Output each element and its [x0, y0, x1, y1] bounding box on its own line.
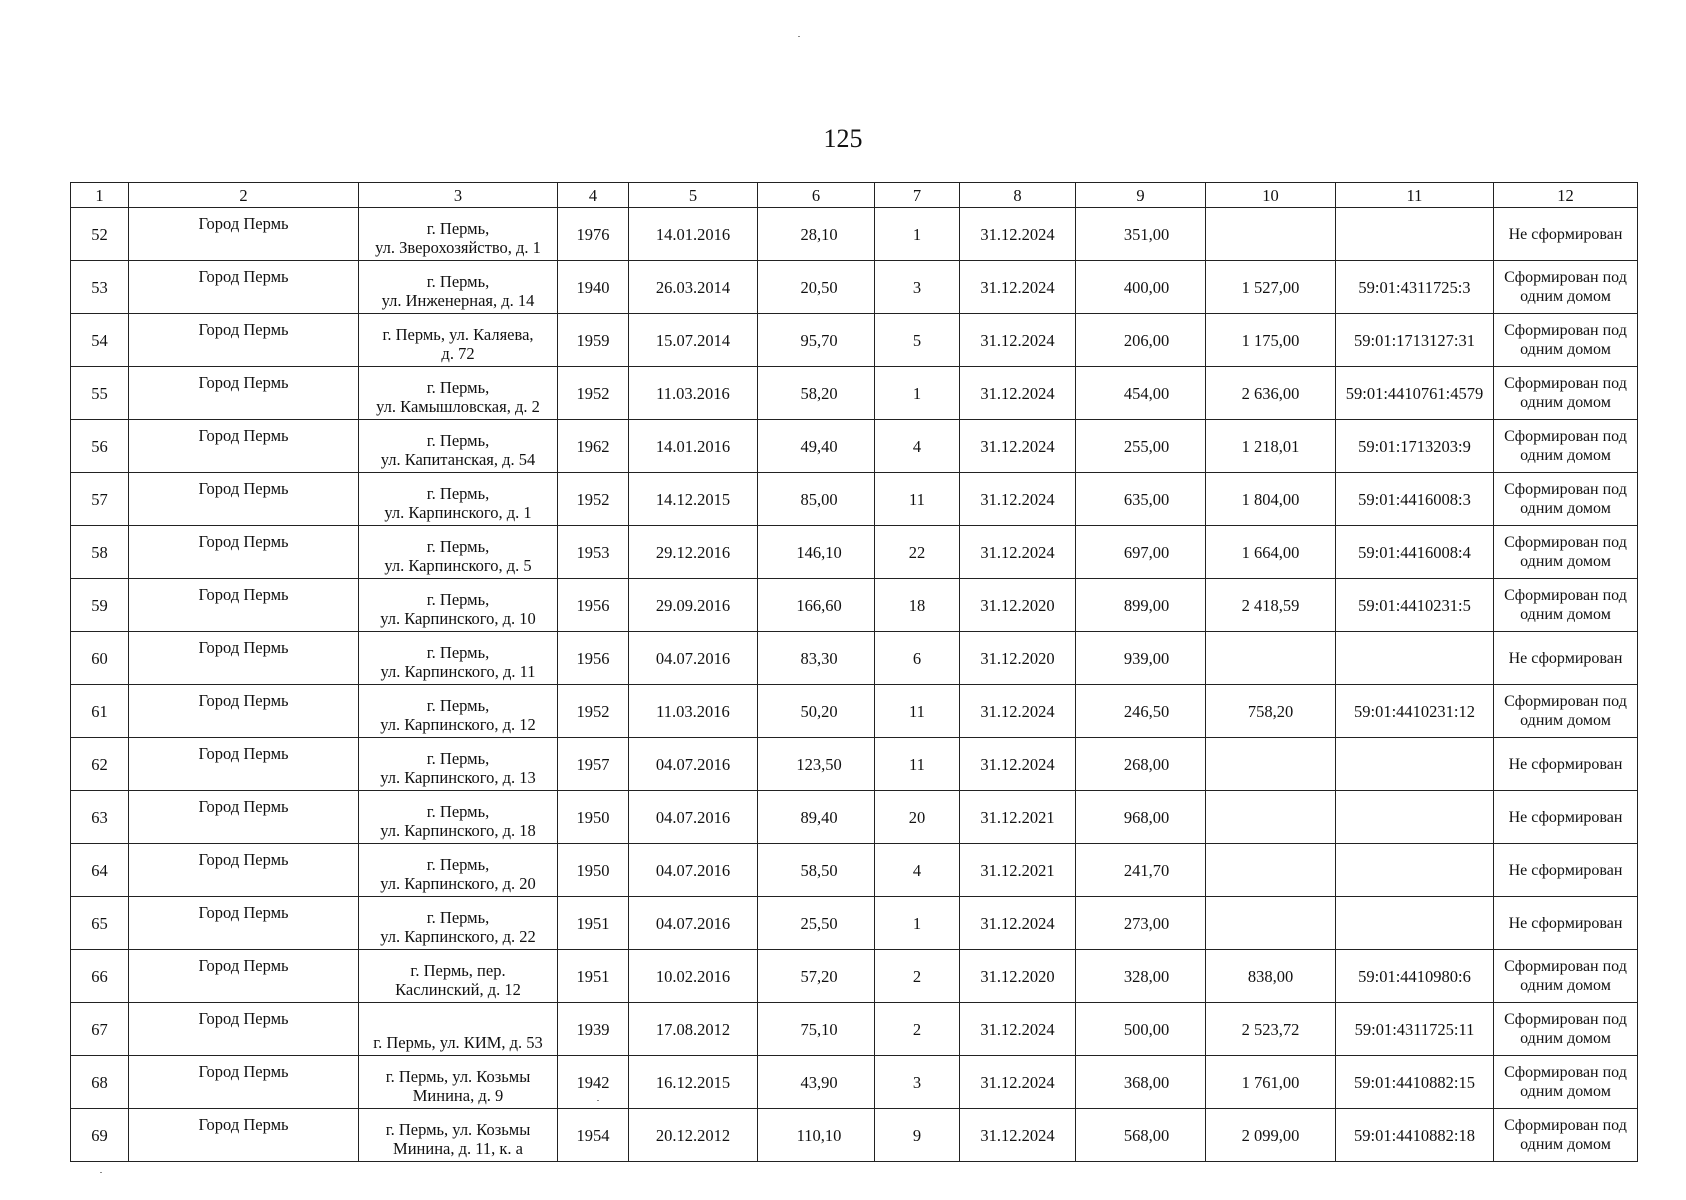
residents-count: 3 — [875, 1056, 960, 1109]
row-number: 59 — [71, 579, 129, 632]
emergency-date: 10.02.2016 — [629, 950, 758, 1003]
municipality: Город Пермь — [129, 261, 359, 314]
column-number-3: 3 — [359, 183, 558, 208]
resettlement-deadline: 31.12.2024 — [960, 526, 1076, 579]
address — [359, 844, 558, 897]
build-year: 1953 — [558, 526, 629, 579]
build-year: 1962 — [558, 420, 629, 473]
land-plot-area: 2 636,00 — [1206, 367, 1336, 420]
municipality: Город Пермь — [129, 897, 359, 950]
land-plot-area — [1206, 791, 1336, 844]
address — [359, 314, 558, 367]
cadastral-number: 59:01:4311725:11 — [1336, 1003, 1494, 1056]
land-plot-area: 2 418,59 — [1206, 579, 1336, 632]
column-number-12: 12 — [1494, 183, 1638, 208]
table-row — [71, 1003, 1638, 1056]
land-plot-area: 2 099,00 — [1206, 1109, 1336, 1162]
column-number-5: 5 — [629, 183, 758, 208]
table-row — [71, 632, 1638, 685]
municipality: Город Пермь — [129, 1003, 359, 1056]
resettlement-deadline: 31.12.2024 — [960, 738, 1076, 791]
address-line-1: г. Пермь, — [426, 749, 490, 768]
table-row — [71, 1109, 1638, 1162]
table-row — [71, 367, 1638, 420]
building-area: 328,00 — [1076, 950, 1206, 1003]
row-number: 61 — [71, 685, 129, 738]
residents-count: 18 — [875, 579, 960, 632]
municipality: Город Пермь — [129, 1109, 359, 1162]
residents-count: 11 — [875, 685, 960, 738]
land-plot-status: Сформирован под одним домом — [1494, 367, 1638, 420]
build-year: 1939 — [558, 1003, 629, 1056]
cadastral-number — [1336, 632, 1494, 685]
table-row — [71, 738, 1638, 791]
address — [359, 1056, 558, 1109]
address-line-1: г. Пермь, — [426, 431, 490, 450]
row-number: 66 — [71, 950, 129, 1003]
scan-speck — [798, 36, 800, 37]
residents-count: 11 — [875, 738, 960, 791]
building-area: 368,00 — [1076, 1056, 1206, 1109]
land-plot-status: Не сформирован — [1494, 632, 1638, 685]
table-row — [71, 897, 1638, 950]
cadastral-number — [1336, 844, 1494, 897]
column-number-10: 10 — [1206, 183, 1336, 208]
resettlement-deadline: 31.12.2024 — [960, 1003, 1076, 1056]
cadastral-number: 59:01:4416008:4 — [1336, 526, 1494, 579]
address — [359, 208, 558, 261]
land-plot-status: Сформирован под одним домом — [1494, 314, 1638, 367]
municipality: Город Пермь — [129, 791, 359, 844]
residential-area: 146,10 — [758, 526, 875, 579]
emergency-date: 14.01.2016 — [629, 420, 758, 473]
table-row — [71, 314, 1638, 367]
resettlement-deadline: 31.12.2024 — [960, 261, 1076, 314]
resettlement-deadline: 31.12.2020 — [960, 950, 1076, 1003]
land-plot-status: Сформирован под одним домом — [1494, 1109, 1638, 1162]
build-year: 1940 — [558, 261, 629, 314]
emergency-date: 29.12.2016 — [629, 526, 758, 579]
address-line-1: г. Пермь, — [426, 590, 490, 609]
address-line-2: Минина, д. 11, к. а — [393, 1139, 523, 1158]
residential-area: 123,50 — [758, 738, 875, 791]
row-number: 60 — [71, 632, 129, 685]
table-row — [71, 526, 1638, 579]
cadastral-number: 59:01:4410882:15 — [1336, 1056, 1494, 1109]
emergency-date: 26.03.2014 — [629, 261, 758, 314]
address-line-2: ул. Инженерная, д. 14 — [381, 291, 535, 310]
building-area: 500,00 — [1076, 1003, 1206, 1056]
table-row — [71, 420, 1638, 473]
address-line-1: г. Пермь, — [426, 643, 490, 662]
column-number-4: 4 — [558, 183, 629, 208]
address-line-2: ул. Зверохозяйство, д. 1 — [375, 238, 541, 257]
land-plot-status: Сформирован под одним домом — [1494, 1003, 1638, 1056]
cadastral-number: 59:01:4410882:18 — [1336, 1109, 1494, 1162]
emergency-date: 17.08.2012 — [629, 1003, 758, 1056]
residential-area: 85,00 — [758, 473, 875, 526]
address-line-1: г. Пермь, — [426, 802, 490, 821]
column-number-row — [71, 183, 1638, 208]
land-plot-status: Сформирован под одним домом — [1494, 526, 1638, 579]
build-year: 1957 — [558, 738, 629, 791]
resettlement-deadline: 31.12.2024 — [960, 897, 1076, 950]
resettlement-deadline: 31.12.2021 — [960, 844, 1076, 897]
row-number: 55 — [71, 367, 129, 420]
emergency-date: 04.07.2016 — [629, 632, 758, 685]
column-number-1: 1 — [71, 183, 129, 208]
land-plot-status: Сформирован под одним домом — [1494, 685, 1638, 738]
row-number: 64 — [71, 844, 129, 897]
resettlement-deadline: 31.12.2024 — [960, 1056, 1076, 1109]
build-year: 1976 — [558, 208, 629, 261]
address-line-2: ул. Карпинского, д. 20 — [380, 874, 536, 893]
address-line-2: ул. Карпинского, д. 18 — [380, 821, 536, 840]
land-plot-status: Не сформирован — [1494, 897, 1638, 950]
cadastral-number: 59:01:4410231:5 — [1336, 579, 1494, 632]
cadastral-number: 59:01:4416008:3 — [1336, 473, 1494, 526]
resettlement-deadline: 31.12.2024 — [960, 473, 1076, 526]
address-line-2: ул. Камышловская, д. 2 — [376, 397, 540, 416]
row-number: 57 — [71, 473, 129, 526]
building-area: 968,00 — [1076, 791, 1206, 844]
building-area: 268,00 — [1076, 738, 1206, 791]
emergency-date: 04.07.2016 — [629, 791, 758, 844]
build-year: 1950 — [558, 844, 629, 897]
land-plot-status: Сформирован под одним домом — [1494, 579, 1638, 632]
address — [359, 685, 558, 738]
cadastral-number: 59:01:1713127:31 — [1336, 314, 1494, 367]
emergency-date: 15.07.2014 — [629, 314, 758, 367]
row-number: 56 — [71, 420, 129, 473]
municipality: Город Пермь — [129, 314, 359, 367]
address-line-2: Минина, д. 9 — [412, 1086, 504, 1105]
table-body — [71, 208, 1638, 1162]
residents-count: 1 — [875, 897, 960, 950]
table-row — [71, 1056, 1638, 1109]
municipality: Город Пермь — [129, 685, 359, 738]
build-year: 1951 — [558, 897, 629, 950]
residents-count: 3 — [875, 261, 960, 314]
emergency-date: 20.12.2012 — [629, 1109, 758, 1162]
building-area: 206,00 — [1076, 314, 1206, 367]
build-year: 1956 — [558, 579, 629, 632]
emergency-date: 11.03.2016 — [629, 685, 758, 738]
address — [359, 1003, 558, 1056]
table-row — [71, 208, 1638, 261]
address-line-1: г. Пермь, ул. Каляева, — [382, 325, 534, 344]
row-number: 52 — [71, 208, 129, 261]
building-area: 241,70 — [1076, 844, 1206, 897]
municipality: Город Пермь — [129, 844, 359, 897]
address-line-1: г. Пермь, — [426, 219, 490, 238]
cadastral-number: 59:01:1713203:9 — [1336, 420, 1494, 473]
row-number: 69 — [71, 1109, 129, 1162]
land-plot-area: 1 664,00 — [1206, 526, 1336, 579]
building-area: 273,00 — [1076, 897, 1206, 950]
address — [359, 950, 558, 1003]
residential-area: 25,50 — [758, 897, 875, 950]
build-year: 1956 — [558, 632, 629, 685]
municipality: Город Пермь — [129, 526, 359, 579]
address-line-1: г. Пермь, — [426, 537, 490, 556]
emergency-date: 14.12.2015 — [629, 473, 758, 526]
page-number: 125 — [823, 124, 863, 153]
land-plot-status: Сформирован под одним домом — [1494, 261, 1638, 314]
land-plot-area: 1 761,00 — [1206, 1056, 1336, 1109]
resettlement-deadline: 31.12.2024 — [960, 1109, 1076, 1162]
address-line-2: ул. Карпинского, д. 12 — [380, 715, 536, 734]
land-plot-status: Сформирован под одним домом — [1494, 1056, 1638, 1109]
residential-area: 89,40 — [758, 791, 875, 844]
column-number-11: 11 — [1336, 183, 1494, 208]
address-line-1: г. Пермь, — [426, 908, 490, 927]
address — [359, 791, 558, 844]
residential-area: 95,70 — [758, 314, 875, 367]
row-number: 54 — [71, 314, 129, 367]
column-number-7: 7 — [875, 183, 960, 208]
residents-count: 22 — [875, 526, 960, 579]
residential-area: 166,60 — [758, 579, 875, 632]
residents-count: 20 — [875, 791, 960, 844]
residential-area: 57,20 — [758, 950, 875, 1003]
address-line-2: ул. Карпинского, д. 11 — [380, 662, 536, 681]
row-number: 68 — [71, 1056, 129, 1109]
land-plot-status: Не сформирован — [1494, 738, 1638, 791]
address-line-2: ул. Карпинского, д. 1 — [384, 503, 532, 522]
build-year: 1959 — [558, 314, 629, 367]
emergency-date: 04.07.2016 — [629, 738, 758, 791]
land-plot-status: Не сформирован — [1494, 208, 1638, 261]
land-plot-area: 1 527,00 — [1206, 261, 1336, 314]
table-row — [71, 791, 1638, 844]
address-line-2: ул. Карпинского, д. 10 — [380, 609, 536, 628]
building-area: 635,00 — [1076, 473, 1206, 526]
emergency-date: 04.07.2016 — [629, 897, 758, 950]
building-area: 697,00 — [1076, 526, 1206, 579]
address-line-1: г. Пермь, — [426, 378, 490, 397]
building-area: 454,00 — [1076, 367, 1206, 420]
residents-count: 6 — [875, 632, 960, 685]
emergency-date: 14.01.2016 — [629, 208, 758, 261]
table-row — [71, 473, 1638, 526]
land-plot-area — [1206, 632, 1336, 685]
address — [359, 738, 558, 791]
land-plot-area: 2 523,72 — [1206, 1003, 1336, 1056]
residents-count: 4 — [875, 420, 960, 473]
residential-area: 75,10 — [758, 1003, 875, 1056]
emergency-date: 11.03.2016 — [629, 367, 758, 420]
row-number: 58 — [71, 526, 129, 579]
address-line-2: ул. Капитанская, д. 54 — [380, 450, 536, 469]
resettlement-deadline: 31.12.2024 — [960, 685, 1076, 738]
building-area: 351,00 — [1076, 208, 1206, 261]
column-number-9: 9 — [1076, 183, 1206, 208]
building-area: 255,00 — [1076, 420, 1206, 473]
land-plot-status: Сформирован под одним домом — [1494, 420, 1638, 473]
build-year: 1951 — [558, 950, 629, 1003]
cadastral-number: 59:01:4410231:12 — [1336, 685, 1494, 738]
municipality: Город Пермь — [129, 208, 359, 261]
address-line-2: ул. Карпинского, д. 22 — [380, 927, 536, 946]
cadastral-number — [1336, 738, 1494, 791]
land-plot-area: 1 218,01 — [1206, 420, 1336, 473]
resettlement-deadline: 31.12.2024 — [960, 314, 1076, 367]
building-area: 939,00 — [1076, 632, 1206, 685]
address-line-1: г. Пермь, — [426, 272, 490, 291]
municipality: Город Пермь — [129, 1056, 359, 1109]
resettlement-deadline: 31.12.2024 — [960, 208, 1076, 261]
residential-area: 58,20 — [758, 367, 875, 420]
cadastral-number: 59:01:4311725:3 — [1336, 261, 1494, 314]
land-plot-area — [1206, 844, 1336, 897]
address — [359, 526, 558, 579]
emergency-date: 29.09.2016 — [629, 579, 758, 632]
address — [359, 420, 558, 473]
land-plot-status: Сформирован под одним домом — [1494, 473, 1638, 526]
row-number: 53 — [71, 261, 129, 314]
residents-count: 9 — [875, 1109, 960, 1162]
cadastral-number: 59:01:4410980:6 — [1336, 950, 1494, 1003]
cadastral-number — [1336, 208, 1494, 261]
residential-area: 50,20 — [758, 685, 875, 738]
resettlement-deadline: 31.12.2024 — [960, 367, 1076, 420]
land-plot-area: 838,00 — [1206, 950, 1336, 1003]
address-line-1: г. Пермь, — [426, 855, 490, 874]
residents-count: 4 — [875, 844, 960, 897]
address — [359, 579, 558, 632]
address-line-2: Каслинский, д. 12 — [395, 980, 521, 999]
row-number: 65 — [71, 897, 129, 950]
address — [359, 261, 558, 314]
emergency-date: 04.07.2016 — [629, 844, 758, 897]
resettlement-deadline: 31.12.2021 — [960, 791, 1076, 844]
residential-area: 28,10 — [758, 208, 875, 261]
cadastral-number — [1336, 897, 1494, 950]
building-area: 899,00 — [1076, 579, 1206, 632]
residential-area: 110,10 — [758, 1109, 875, 1162]
building-area: 400,00 — [1076, 261, 1206, 314]
resettlement-deadline: 31.12.2020 — [960, 579, 1076, 632]
municipality: Город Пермь — [129, 738, 359, 791]
building-area: 568,00 — [1076, 1109, 1206, 1162]
land-plot-area: 758,20 — [1206, 685, 1336, 738]
column-number-2: 2 — [129, 183, 359, 208]
residential-area: 20,50 — [758, 261, 875, 314]
municipality: Город Пермь — [129, 420, 359, 473]
building-area: 246,50 — [1076, 685, 1206, 738]
address-line-1: г. Пермь, пер. — [410, 961, 506, 980]
residential-area: 83,30 — [758, 632, 875, 685]
scan-speck — [100, 1172, 102, 1173]
residents-count: 2 — [875, 950, 960, 1003]
land-plot-area: 1 175,00 — [1206, 314, 1336, 367]
resettlement-deadline: 31.12.2020 — [960, 632, 1076, 685]
address — [359, 632, 558, 685]
residents-count: 1 — [875, 367, 960, 420]
municipality: Город Пермь — [129, 950, 359, 1003]
address-line-1: г. Пермь, — [426, 696, 490, 715]
build-year: 1952 — [558, 473, 629, 526]
build-year: 1952 — [558, 685, 629, 738]
land-plot-area — [1206, 738, 1336, 791]
emergency-date: 16.12.2015 — [629, 1056, 758, 1109]
table-row — [71, 261, 1638, 314]
residents-count: 11 — [875, 473, 960, 526]
row-number: 63 — [71, 791, 129, 844]
build-year: 1954 — [558, 1109, 629, 1162]
column-number-6: 6 — [758, 183, 875, 208]
residential-area: 58,50 — [758, 844, 875, 897]
table-row — [71, 579, 1638, 632]
housing-registry-table — [70, 182, 1638, 1162]
address-line-1: г. Пермь, ул. Козьмы — [385, 1120, 531, 1139]
row-number: 67 — [71, 1003, 129, 1056]
address — [359, 1109, 558, 1162]
table-row — [71, 685, 1638, 738]
municipality: Город Пермь — [129, 473, 359, 526]
municipality: Город Пермь — [129, 367, 359, 420]
address-line-2: ул. Карпинского, д. 13 — [380, 768, 536, 787]
address-line-1: г. Пермь, — [426, 484, 490, 503]
address-line-2: г. Пермь, ул. КИМ, д. 53 — [373, 1033, 543, 1052]
land-plot-status: Сформирован под одним домом — [1494, 950, 1638, 1003]
address-line-1: г. Пермь, ул. Козьмы — [385, 1067, 531, 1086]
address-line-2: ул. Карпинского, д. 5 — [384, 556, 532, 575]
land-plot-area: 1 804,00 — [1206, 473, 1336, 526]
address — [359, 897, 558, 950]
table-row — [71, 950, 1638, 1003]
cadastral-number — [1336, 791, 1494, 844]
address-line-2: д. 72 — [441, 344, 475, 363]
residents-count: 2 — [875, 1003, 960, 1056]
land-plot-status: Не сформирован — [1494, 791, 1638, 844]
residential-area: 49,40 — [758, 420, 875, 473]
residential-area: 43,90 — [758, 1056, 875, 1109]
address — [359, 473, 558, 526]
cadastral-number: 59:01:4410761:4579 — [1336, 367, 1494, 420]
build-year: 1952 — [558, 367, 629, 420]
column-number-8: 8 — [960, 183, 1076, 208]
municipality: Город Пермь — [129, 632, 359, 685]
resettlement-deadline: 31.12.2024 — [960, 420, 1076, 473]
address — [359, 367, 558, 420]
residents-count: 5 — [875, 314, 960, 367]
table-row — [71, 844, 1638, 897]
land-plot-area — [1206, 208, 1336, 261]
land-plot-status: Не сформирован — [1494, 844, 1638, 897]
row-number: 62 — [71, 738, 129, 791]
land-plot-area — [1206, 897, 1336, 950]
build-year: 1950 — [558, 791, 629, 844]
residents-count: 1 — [875, 208, 960, 261]
municipality: Город Пермь — [129, 579, 359, 632]
build-year: 1942 — [558, 1056, 629, 1109]
